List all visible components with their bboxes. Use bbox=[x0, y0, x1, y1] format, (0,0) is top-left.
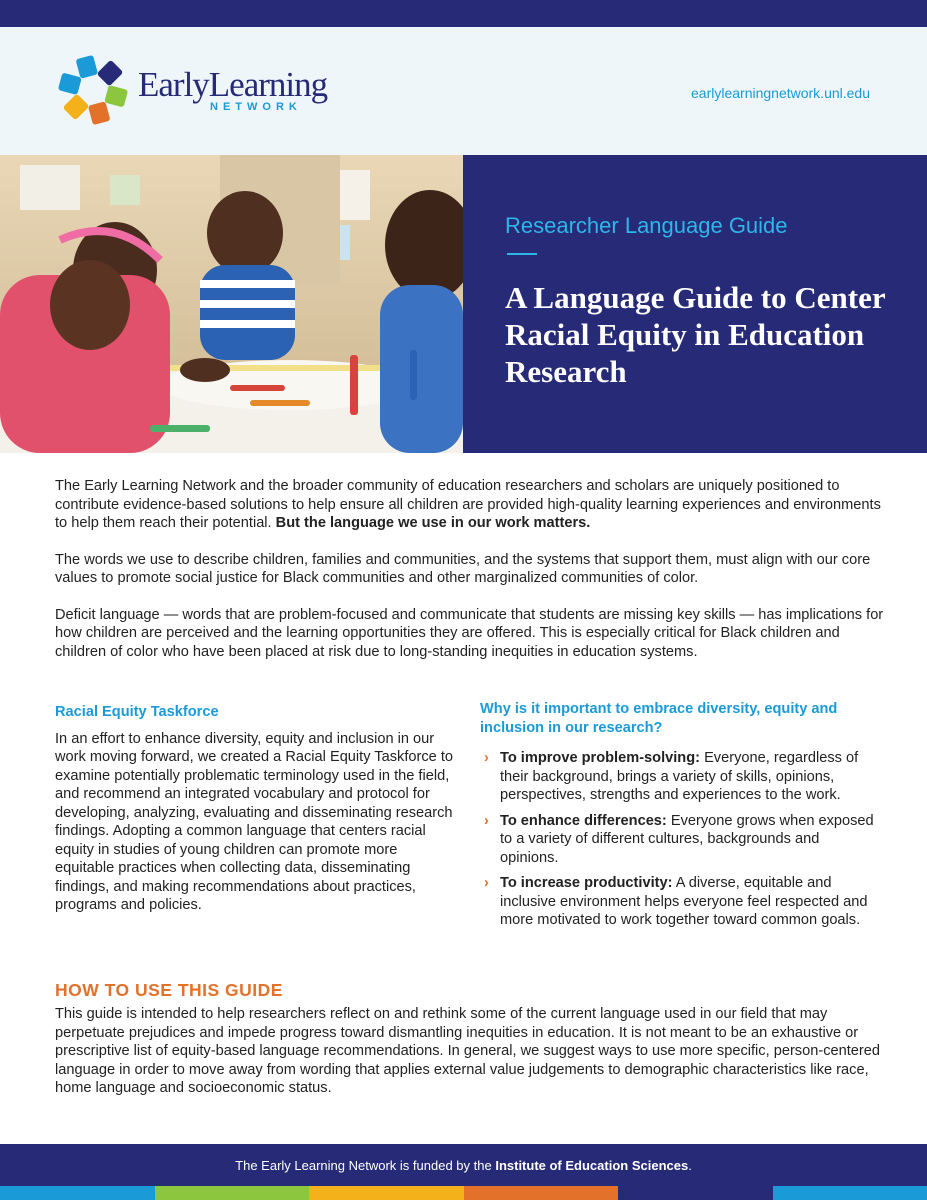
website-link[interactable]: earlylearningnetwork.unl.edu bbox=[691, 85, 870, 101]
bullet-text: A diverse, equitable and inclusive environment helps everyone feel respected and more motivated to work together toward common goals. bbox=[500, 875, 868, 928]
chevron-right-icon: › bbox=[484, 812, 489, 829]
taskforce-text: In an effort to enhance diversity, equity and inclusion in our work moving forward, we created a Racial Equity Taskforce to examine potentially problematic terminology used in the field, and recommend an integrated vocabulary and protocol for developing, analyzing, evaluating and disseminating research findings. Adopting a common language that centers racial equity in studies of young children can promote more equitable practices when collecting data, disseminating findings, and making recommendations about practices, programs and policies. bbox=[55, 730, 453, 913]
taskforce-section bbox=[55, 703, 455, 915]
bullet-label: To improve problem-solving: bbox=[500, 750, 701, 766]
stripe-segment bbox=[309, 1186, 464, 1200]
intro-p1-text: The Early Learning Network and the broader community of education researchers and scholars are uniquely positioned to contribute evidence-based solutions to help ensure all children are provided high-quality learning experiences and environments to help them reach their potential. bbox=[55, 478, 881, 531]
why-heading: Why is it important to embrace diversity, equity and inclusion in our research? bbox=[480, 701, 838, 736]
hero-photo bbox=[0, 155, 463, 453]
how-to-heading: HOW TO USE THIS GUIDE bbox=[55, 980, 283, 1000]
intro-paragraph-3: Deficit language — words that are problem-focused and communicate that students are missing key skills — has implications for how children are perceived and the learning opportunities they are offered. This is especially critical for Black children and children of color who have been placed at risk due to long-standing inequities in education systems. bbox=[55, 606, 884, 660]
color-stripe bbox=[0, 1186, 927, 1200]
funding-prefix: The Early Learning Network is funded by the bbox=[235, 1158, 492, 1173]
bullet-label: To increase productivity: bbox=[500, 875, 673, 891]
early-learning-network-logo[interactable] bbox=[52, 51, 372, 131]
stripe-segment bbox=[618, 1186, 773, 1200]
page-title: A Language Guide to Center Racial Equity in Education Research bbox=[505, 280, 886, 389]
intro-paragraph-1 bbox=[55, 477, 885, 533]
bullet-text: Everyone grows when exposed to a variety of different cultures, backgrounds and opinions. bbox=[500, 812, 874, 866]
intro-paragraph-2: The words we use to describe children, families and communities, and the systems that support them, must align with our core values to promote social justice for Black communities and other marginalized communities of color. bbox=[55, 551, 871, 586]
guide-kicker: Researcher Language Guide bbox=[505, 213, 788, 238]
stripe-segment bbox=[0, 1186, 155, 1200]
footer bbox=[0, 1144, 927, 1186]
why-bullet-list bbox=[480, 749, 875, 930]
chevron-right-icon: › bbox=[484, 750, 489, 766]
intro-section bbox=[55, 477, 885, 679]
list-item bbox=[480, 749, 875, 805]
kicker-rule bbox=[507, 253, 537, 255]
stripe-segment bbox=[155, 1186, 310, 1200]
stripe-segment bbox=[773, 1186, 927, 1200]
header bbox=[0, 27, 927, 155]
bullet-label: To enhance differences: bbox=[500, 812, 667, 829]
logo-subtitle: NETWORK bbox=[210, 101, 302, 113]
how-to-text: This guide is intended to help researchers reflect on and rethink some of the current language used in our field that may perpetuate prejudices and impede progress toward dismantling inequities in education. It is not meant to be an exhaustive or prescriptive list of equity-based language recommendations. In general, we suggest ways to use more specific, person-centered language in order to move away from wording that applies external value judgements to demographic characteristics like race, home language and socioeconomic status. bbox=[55, 1006, 880, 1096]
list-item bbox=[480, 812, 875, 868]
logo-wordmark: EarlyLearning bbox=[138, 65, 328, 104]
classroom-photo-illustration bbox=[0, 155, 463, 453]
intro-p1-emphasis: But the language we use in our work matters. bbox=[275, 515, 591, 531]
funding-statement bbox=[0, 1158, 927, 1173]
taskforce-heading: Racial Equity Taskforce bbox=[55, 704, 219, 720]
list-item bbox=[480, 874, 875, 930]
hero-title-panel bbox=[463, 155, 927, 453]
top-bar bbox=[0, 0, 927, 27]
stripe-segment bbox=[464, 1186, 619, 1200]
funder-name: Institute of Education Sciences bbox=[495, 1158, 689, 1173]
chevron-right-icon: › bbox=[484, 875, 489, 891]
bullet-text: Everyone, regardless of their background, brings a variety of skills, opinions, perspectives, strengths and experiences to the work. bbox=[500, 750, 859, 803]
funding-suffix: . bbox=[688, 1158, 692, 1173]
logo-pinwheel-icon bbox=[52, 51, 134, 129]
why-section bbox=[480, 700, 875, 937]
